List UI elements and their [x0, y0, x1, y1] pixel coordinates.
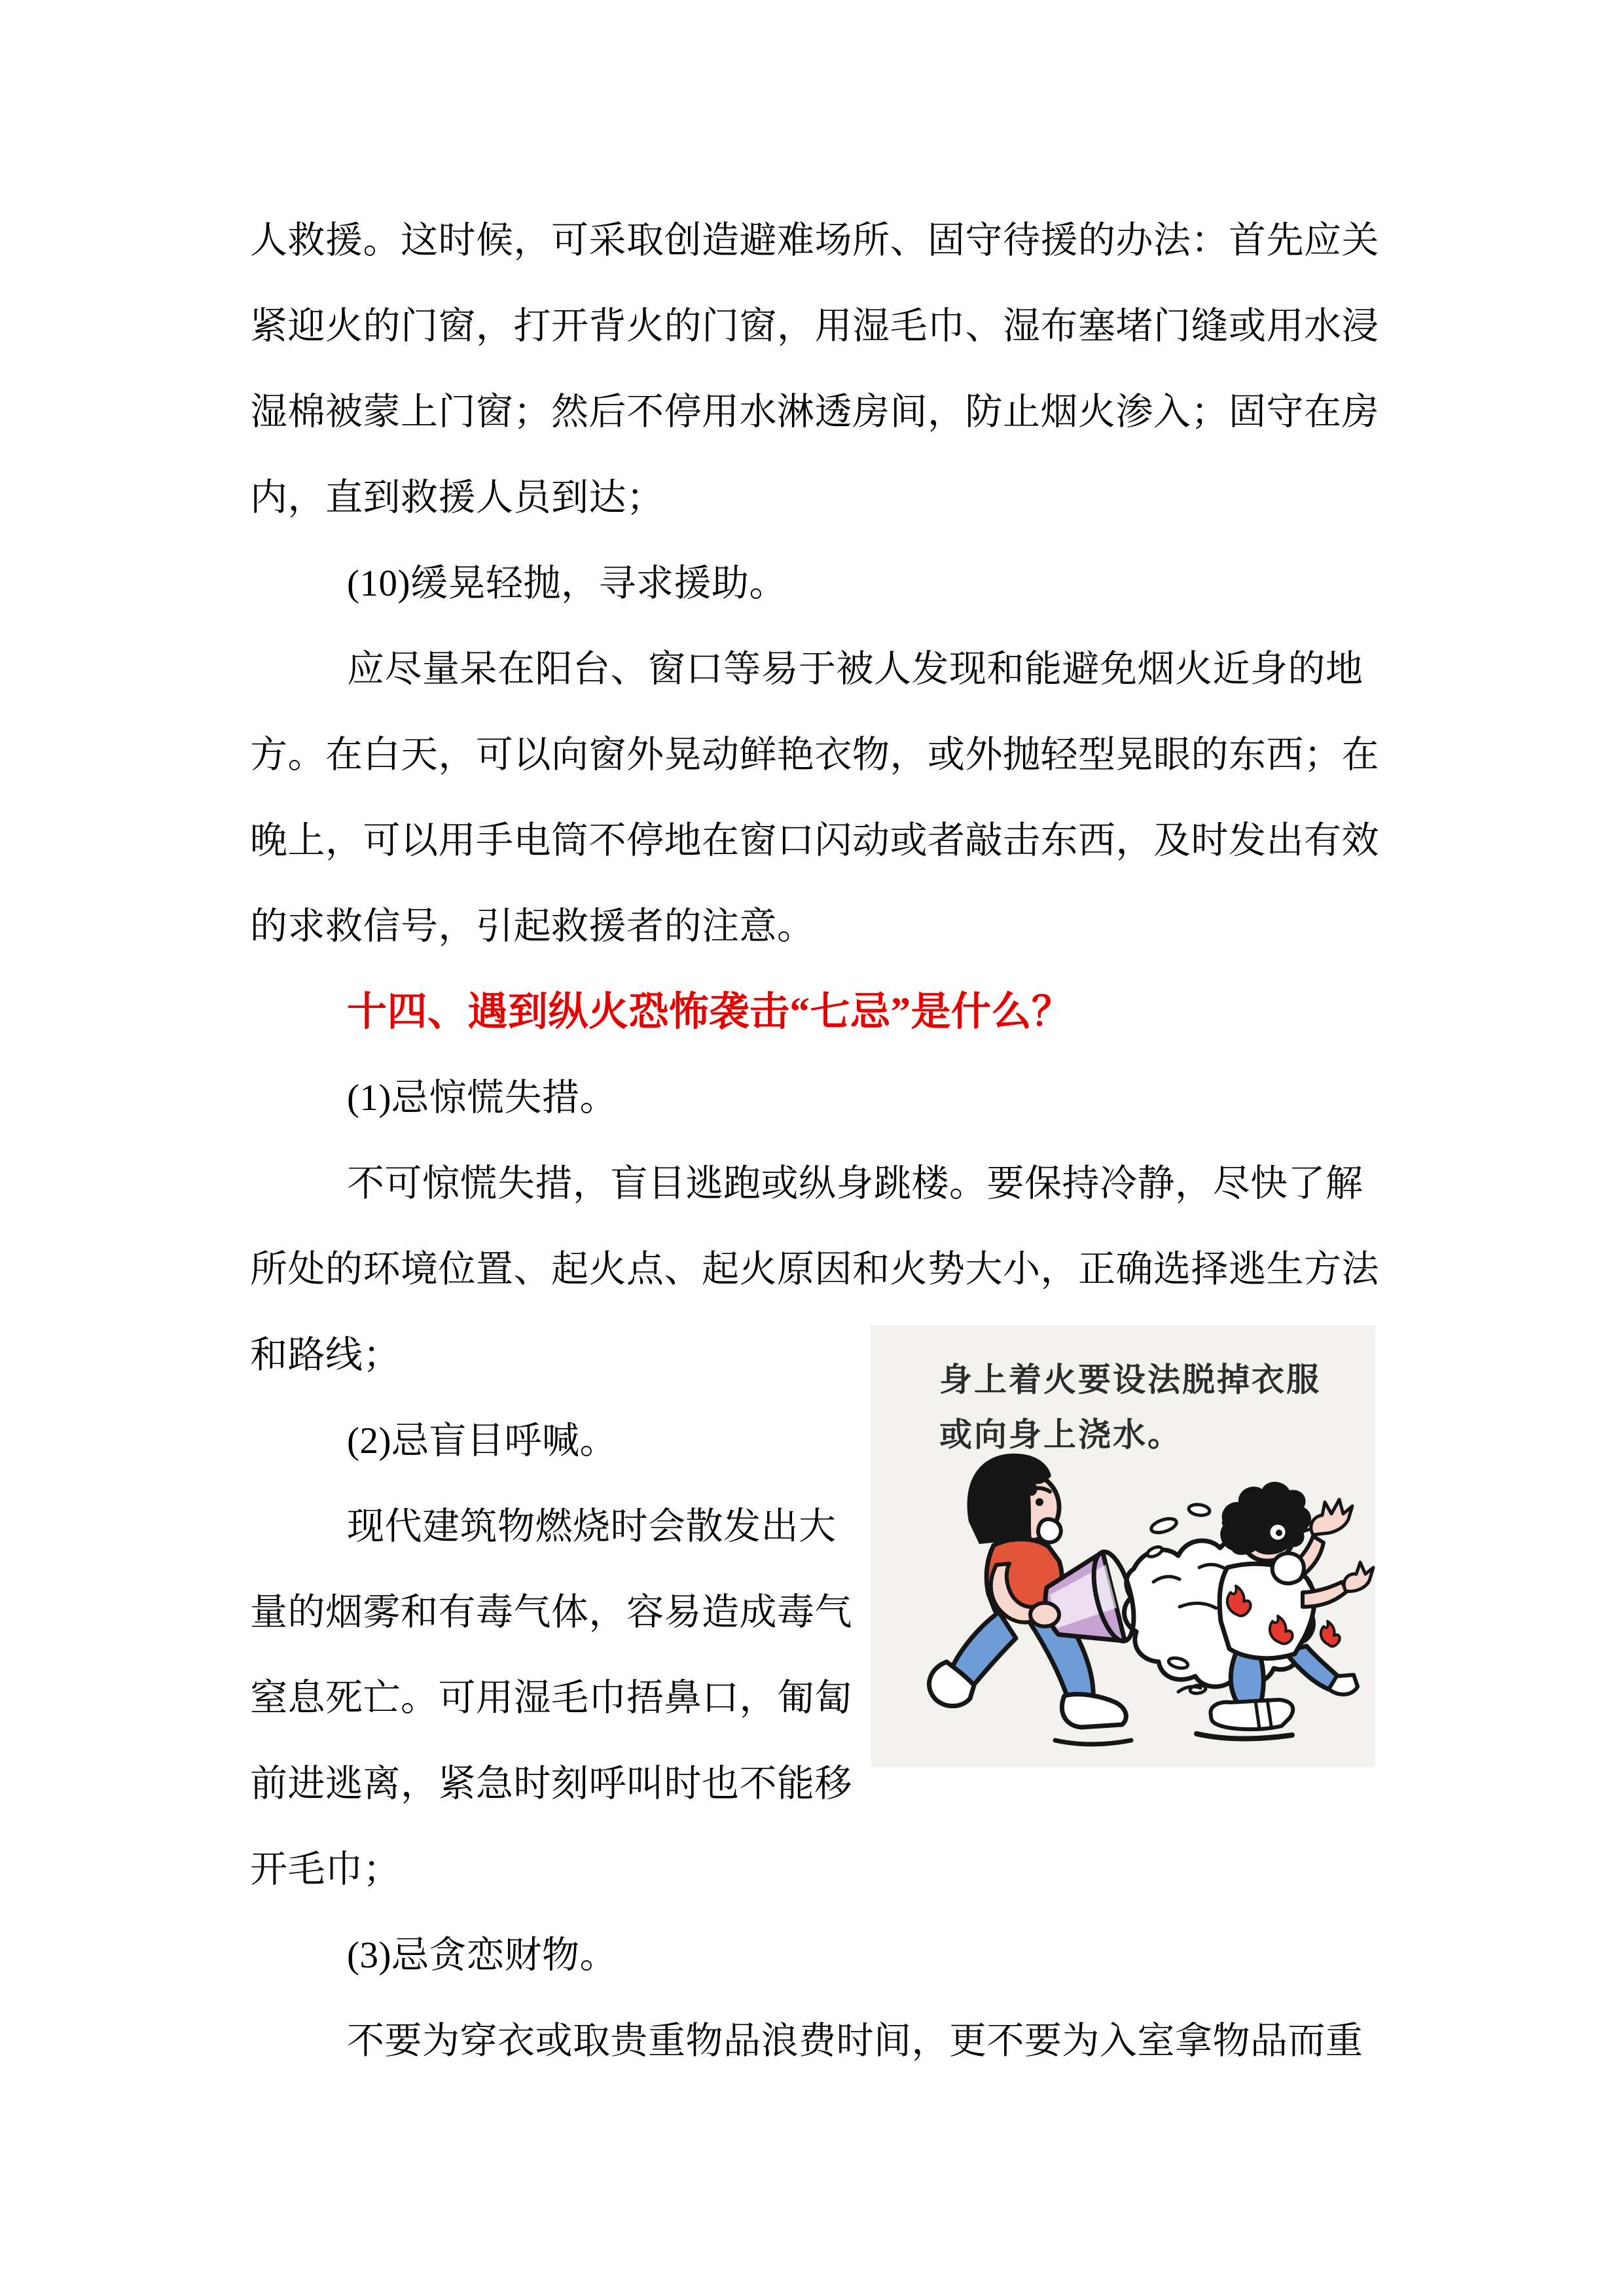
body-line: 人救援。这时候，可采取创造避难场所、固守待援的办法：首先应关 [250, 219, 1379, 261]
body-line: 应尽量呆在阳台、窗口等易于被人发现和能避免烟火近身的地 [347, 648, 1363, 690]
body-line: 开毛巾； [250, 1848, 401, 1890]
body-line: 不要为穿衣或取贵重物品浪费时间，更不要为入室拿物品而重 [347, 2020, 1363, 2062]
fire-safety-illustration [871, 1325, 1375, 1767]
body-line: 方。在白天，可以向窗外晃动鲜艳衣物，或外抛轻型晃眼的东西；在 [250, 734, 1379, 776]
body-line: 前进逃离，紧急时刻呼叫时也不能移 [250, 1763, 852, 1804]
list-item-2: (2)忌盲目呼喊。 [347, 1420, 617, 1462]
body-line: 所处的环境位置、起火点、起火原因和火势大小，正确选择逃生方法 [250, 1248, 1379, 1290]
body-line: 现代建筑物燃烧时会散发出大 [347, 1505, 837, 1547]
mouth [1272, 1553, 1304, 1583]
cartoon-caption-line2: 或向身上浇水。 [939, 1416, 1182, 1453]
eye [1276, 1530, 1282, 1536]
eye [1036, 1498, 1043, 1506]
section-heading: 十四、遇到纵火恐怖袭击“七忌”是什么？ [347, 990, 1072, 1034]
cartoon-water-throw [871, 1325, 1375, 1767]
body-line: 湿棉被蒙上门窗；然后不停用水淋透房间，防止烟火渗入；固守在房 [250, 391, 1379, 433]
list-item-10: (10)缓晃轻抛，寻求援助。 [347, 562, 787, 604]
body-line: 不可惊慌失措，盲目逃跑或纵身跳楼。要保持冷静，尽快了解 [347, 1162, 1363, 1204]
body-line: 和路线； [250, 1334, 401, 1376]
hand [1030, 1603, 1059, 1626]
body-line: 晚上，可以用手电筒不停地在窗口闪动或者敲击东西，及时发出有效 [250, 819, 1379, 861]
body-line: 的求救信号，引起救援者的注意。 [250, 905, 815, 947]
body-line: 紧迎火的门窗，打开背火的门窗，用湿毛巾、湿布塞堵门缝或用水浸 [250, 305, 1379, 347]
body-line: 窒息死亡。可用湿毛巾捂鼻口，匍匐 [250, 1677, 852, 1719]
body-line: 内，直到救援人员到达； [250, 476, 664, 518]
body-line: 量的烟雾和有毒气体，容易造成毒气 [250, 1591, 852, 1633]
list-item-3: (3)忌贪恋财物。 [347, 1934, 617, 1976]
list-item-1: (1)忌惊慌失措。 [347, 1077, 617, 1119]
cartoon-caption-line1: 身上着火要设法脱掉衣服 [939, 1361, 1321, 1398]
mouth [1038, 1519, 1061, 1543]
